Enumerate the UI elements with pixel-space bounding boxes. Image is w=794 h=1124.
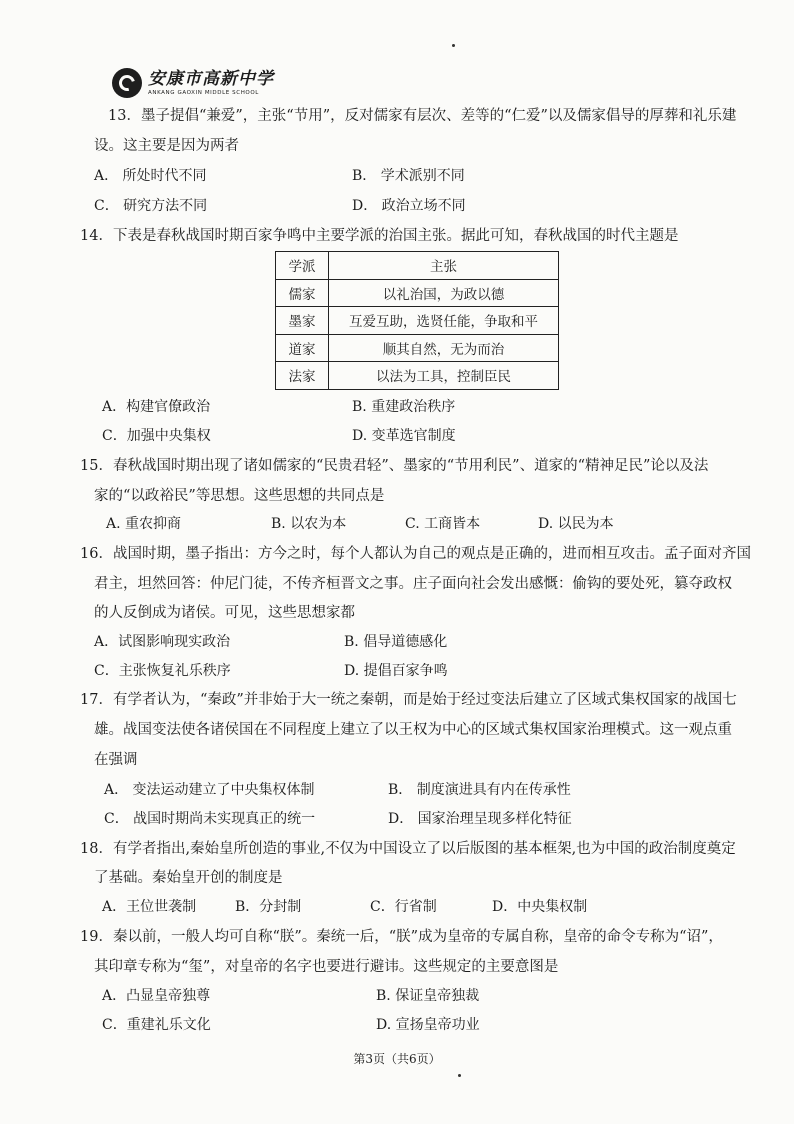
table-cell: 以礼治国，为政以德 xyxy=(329,279,559,307)
question-16-stem-1: 16．战国时期，墨子指出：方今之时，每个人都认为自己的观点是正确的，进而相互攻击。孟子面对齐国 xyxy=(80,546,751,562)
q15-option-c: C. 工商皆本 xyxy=(405,516,481,532)
q17-option-a: A． 变法运动建立了中央集权体制 xyxy=(104,782,315,798)
q13-option-d: D． 政治立场不同 xyxy=(352,198,466,214)
question-14-stem: 14．下表是春秋战国时期百家争鸣中主要学派的治国主张。据此可知，春秋战国的时代主题是 xyxy=(80,228,679,244)
q19-option-d: D. 宣扬皇帝功业 xyxy=(376,1017,480,1033)
question-16-stem-2: 君主，坦然回答：仲尼门徒，不传齐桓晋文之事。庄子面向社会发出感慨：偷钩的要处死，篡夺政权 xyxy=(94,576,732,592)
table-row xyxy=(276,279,559,307)
scan-speck xyxy=(458,1074,461,1077)
q19-option-c: C．重建礼乐文化 xyxy=(102,1017,211,1033)
question-15-stem-2: 家的“以政裕民”等思想。这些思想的共同点是 xyxy=(94,488,385,504)
question-19-stem-1: 19．秦以前，一般人均可自称“朕”。秦统一后，“朕”成为皇帝的专属自称，皇帝的命令专称为“诏”， xyxy=(80,929,723,945)
question-18-stem-1: 18．有学者指出,秦始皇所创造的事业,不仅为中国设立了以后版图的基本框架,也为中国的政治制度奠定 xyxy=(80,841,736,857)
table-cell: 法家 xyxy=(276,362,329,390)
table-cell: 互爱互助，选贤任能，争取和平 xyxy=(329,307,559,335)
question-13-stem-2: 设。这主要是因为两者 xyxy=(94,138,239,154)
q16-option-b: B. 倡导道德感化 xyxy=(344,634,448,650)
question-17-stem-3: 在强调 xyxy=(94,752,138,768)
q16-option-a: A．试图影响现实政治 xyxy=(94,634,231,650)
table-cell: 儒家 xyxy=(276,279,329,307)
q14-option-a: A．构建官僚政治 xyxy=(102,399,211,415)
schools-table xyxy=(275,251,559,390)
school-emblem-icon xyxy=(112,68,142,98)
q13-option-a: A． 所处时代不同 xyxy=(94,168,207,184)
q18-option-c: C．行省制 xyxy=(370,899,437,915)
q19-option-a: A．凸显皇帝独尊 xyxy=(102,988,211,1004)
table-row xyxy=(276,334,559,362)
q17-option-c: C． 战国时期尚未实现真正的统一 xyxy=(104,811,316,827)
table-row xyxy=(276,307,559,335)
table-row xyxy=(276,362,559,390)
q17-option-d: D． 国家治理呈现多样化特征 xyxy=(388,811,572,827)
q13-option-b: B． 学术派别不同 xyxy=(352,168,465,184)
q16-option-c: C．主张恢复礼乐秩序 xyxy=(94,663,231,679)
question-19-stem-2: 其印章专称为“玺”，对皇帝的名字也要进行避讳。这些规定的主要意图是 xyxy=(94,959,559,975)
question-13-stem-1: 13．墨子提倡“兼爱”，主张“节用”，反对儒家有层次、差等的“仁爱”以及儒家倡导的厚葬和礼乐建 xyxy=(108,108,737,124)
table-cell: 顺其自然，无为而治 xyxy=(329,334,559,362)
q14-option-c: C．加强中央集权 xyxy=(102,428,211,444)
q16-option-d: D. 提倡百家争鸣 xyxy=(344,663,448,679)
q18-option-d: D．中央集权制 xyxy=(492,899,588,915)
q13-option-c: C． 研究方法不同 xyxy=(94,198,208,214)
table-cell: 道家 xyxy=(276,334,329,362)
q19-option-b: B. 保证皇帝独裁 xyxy=(376,988,480,1004)
q15-option-b: B. 以农为本 xyxy=(271,516,347,532)
q18-option-b: B．分封制 xyxy=(235,899,302,915)
q15-option-d: D. 以民为本 xyxy=(538,516,614,532)
table-header: 学派 xyxy=(276,252,329,280)
table-cell: 以法为工具，控制臣民 xyxy=(329,362,559,390)
question-17-stem-1: 17．有学者认为，“秦政”并非始于大一统之秦朝，而是始于经过变法后建立了区域式集权国家的战国七 xyxy=(80,692,737,708)
scan-speck xyxy=(452,44,455,47)
q15-option-a: A. 重农抑商 xyxy=(106,516,182,532)
q17-option-b: B． 制度演进具有内在传承性 xyxy=(388,782,571,798)
table-cell: 墨家 xyxy=(276,307,329,335)
question-15-stem-1: 15．春秋战国时期出现了诸如儒家的“民贵君轻”、墨家的“节用利民”、道家的“精神足民”论以及法 xyxy=(80,458,709,474)
table-header: 主张 xyxy=(329,252,559,280)
question-17-stem-2: 雄。战国变法使各诸侯国在不同程度上建立了以王权为中心的区域式集权国家治理模式。这一观点重 xyxy=(94,722,732,738)
school-name-en: ANKANG GAOXIN MIDDLE SCHOOL xyxy=(148,89,259,96)
school-name: 安康市高新中学 xyxy=(148,68,274,89)
q14-option-d: D. 变革选官制度 xyxy=(352,428,456,444)
question-16-stem-3: 的人反倒成为诸侯。可见，这些思想家都 xyxy=(94,605,355,621)
school-logo xyxy=(112,66,274,100)
q18-option-a: A．王位世袭制 xyxy=(102,899,197,915)
page-number: 第3页（共6页） xyxy=(353,1052,441,1066)
question-18-stem-2: 了基础。秦始皇开创的制度是 xyxy=(94,870,283,886)
q14-option-b: B. 重建政治秩序 xyxy=(352,399,456,415)
table-header-row xyxy=(276,252,559,280)
